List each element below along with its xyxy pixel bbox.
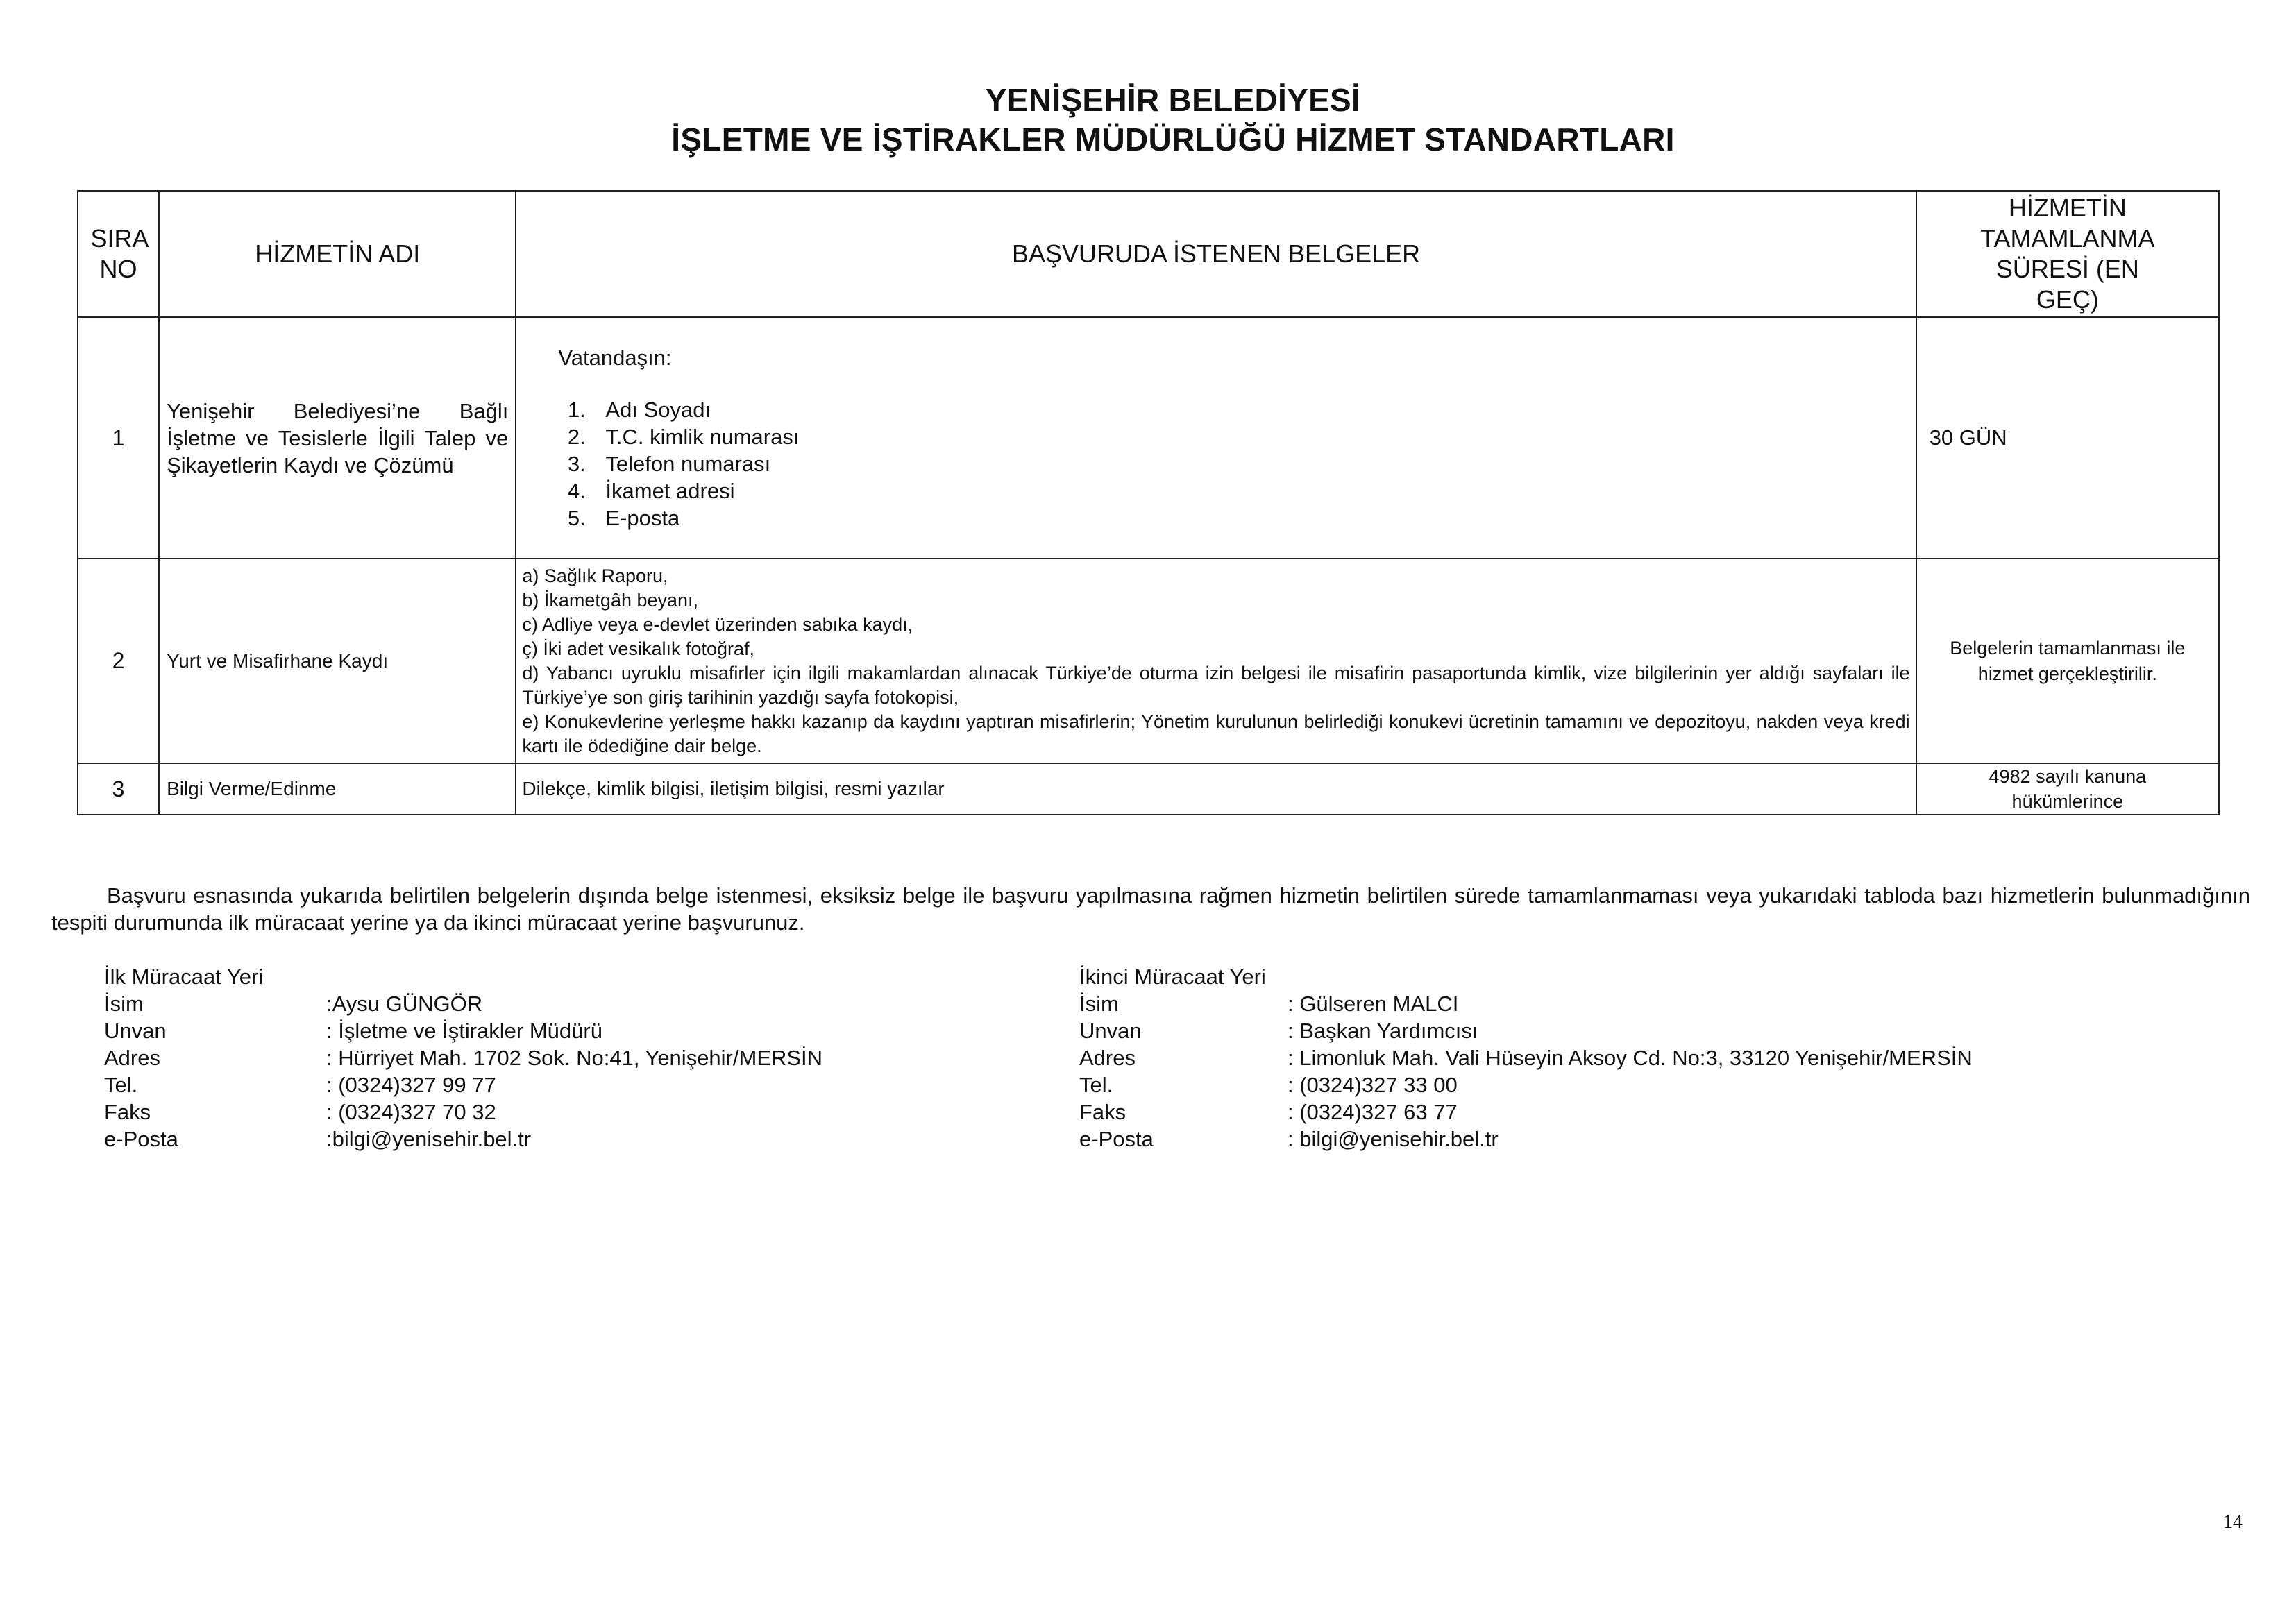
contact-label: Faks	[1079, 1100, 1126, 1124]
contact-label: Faks	[104, 1100, 151, 1124]
contact-email[interactable]: :bilgi@yenisehir.bel.tr	[326, 1127, 532, 1151]
header-belgeler: BAŞVURUDA İSTENEN BELGELER	[516, 191, 1916, 317]
contact-value: : (0324)327 33 00	[1288, 1073, 1458, 1097]
completion-time: 4982 sayılı kanuna hükümlerince	[1916, 763, 2219, 815]
table-row	[78, 317, 2219, 559]
contact-value: : Başkan Yardımcısı	[1288, 1019, 1478, 1043]
contact-label: Tel.	[104, 1073, 138, 1097]
contact-value: : Limonluk Mah. Vali Hüseyin Aksoy Cd. No:3, 33120 Yenişehir/MERSİN	[1288, 1046, 1973, 1070]
row-number: 2	[78, 559, 159, 763]
header-hizmet-adi: HİZMETİN ADI	[159, 191, 516, 317]
completion-time: 30 GÜN	[1916, 317, 2219, 559]
service-name: Bilgi Verme/Edinme	[159, 763, 516, 815]
header-sure: HİZMETİN TAMAMLANMA SÜRESİ (EN GEÇ)	[1916, 191, 2219, 317]
contact-row	[1079, 1098, 1973, 1125]
required-documents: Dilekçe, kimlik bilgisi, iletişim bilgisi, resmi yazılar	[516, 763, 1916, 815]
list-item: ç) İki adet vesikalık fotoğraf,	[522, 638, 755, 659]
contact-label: Tel.	[1079, 1073, 1113, 1097]
contact-label: Unvan	[104, 1019, 167, 1043]
list-item: e) Konukevlerine yerleşme hakkı kazanıp da kaydını yaptıran misafirlerin; Yönetim kurulunun belirlediği konukevi ücretinin tamamını ve depozitoyu, nakden veya kredi kartı ile ödediğine dair belge.	[522, 711, 1910, 756]
contact-row	[1079, 1125, 1973, 1153]
row-number: 3	[78, 763, 159, 815]
row-number: 1	[78, 317, 159, 559]
contact-value: :Aysu GÜNGÖR	[326, 992, 483, 1016]
second-application-place	[1079, 963, 1973, 1153]
contact-value: : İşletme ve İştirakler Müdürü	[326, 1019, 602, 1043]
list-item: 1. Adı Soyadı	[591, 396, 1915, 423]
contact-label: e-Posta	[1079, 1127, 1154, 1151]
contact-value: : Gülseren MALCI	[1288, 992, 1459, 1016]
contact-row	[1079, 1044, 1973, 1071]
document-title: YENİŞEHİR BELEDİYESİ	[985, 82, 1361, 118]
documents-lead: Vatandaşın:	[558, 346, 672, 370]
list-item: d) Yabancı uyruklu misafirler için ilgili makamlardan alınacak Türkiye’de oturma izin belgesi ile misafirin pasaportunda kimlik, vize bilgilerinin yer aldığı sayfaları ile Türkiye’ye son giriş tarihinin yazdığı sayfa fotokopisi,	[522, 662, 1910, 708]
table-header-row	[78, 191, 2219, 317]
list-item: a) Sağlık Raporu,	[522, 565, 668, 586]
contact-row	[104, 1044, 822, 1071]
contact-label: Unvan	[1079, 1019, 1142, 1043]
completion-time: Belgelerin tamamlanması ile hizmet gerçekleştirilir.	[1916, 559, 2219, 763]
list-item: 5. E-posta	[591, 504, 1915, 532]
list-item: 3. Telefon numarası	[591, 450, 1915, 477]
list-item: b) İkametgâh beyanı,	[522, 589, 699, 611]
service-standards-table	[77, 190, 2220, 815]
contact-row	[104, 1125, 822, 1153]
contact-label: İsim	[104, 992, 144, 1016]
contact-row	[104, 1071, 822, 1098]
second-application-heading: İkinci Müracaat Yeri	[1079, 965, 1266, 989]
contact-label: Adres	[104, 1046, 160, 1070]
page-number: 14	[2223, 1511, 2243, 1533]
service-name: Yurt ve Misafirhane Kaydı	[159, 559, 516, 763]
contact-value: : (0324)327 63 77	[1288, 1100, 1458, 1124]
contact-label: İsim	[1079, 992, 1119, 1016]
contact-row	[1079, 990, 1973, 1017]
table-row	[78, 559, 2219, 763]
required-documents	[516, 317, 1916, 559]
contact-value: : Hürriyet Mah. 1702 Sok. No:41, Yenişehir/MERSİN	[326, 1046, 823, 1070]
list-item: c) Adliye veya e-devlet üzerinden sabıka kaydı,	[522, 613, 913, 635]
first-application-place	[104, 963, 822, 1153]
first-application-heading: İlk Müracaat Yeri	[104, 965, 264, 989]
contact-row	[104, 1017, 822, 1044]
contact-email[interactable]: : bilgi@yenisehir.bel.tr	[1288, 1127, 1499, 1151]
table-row	[78, 763, 2219, 815]
contact-row	[1079, 1071, 1973, 1098]
contact-row	[104, 990, 822, 1017]
contact-row	[104, 1098, 822, 1125]
application-note: Başvuru esnasında yukarıda belirtilen belgelerin dışında belge istenmesi, eksiksiz belge ile başvuru yapılmasına rağmen hizmetin belirtilen sürede tamamlanmaması veya yukarıdaki tabloda bazı hizmetlerin bulunmadığının tespiti durumunda ilk müracaat yerine ya da ikinci müracaat yerine başvurunuz.	[51, 883, 2250, 935]
document-subtitle: İŞLETME VE İŞTİRAKLER MÜDÜRLÜĞÜ HİZMET STANDARTLARI	[671, 121, 1675, 158]
list-item: 4. İkamet adresi	[591, 477, 1915, 504]
contact-value: : (0324)327 70 32	[326, 1100, 496, 1124]
list-item: 2. T.C. kimlik numarası	[591, 423, 1915, 450]
contact-label: Adres	[1079, 1046, 1136, 1070]
contact-value: : (0324)327 99 77	[326, 1073, 496, 1097]
required-documents	[516, 559, 1916, 763]
contact-label: e-Posta	[104, 1127, 178, 1151]
header-sira-no: SIRA NO	[78, 191, 159, 317]
service-name: Yenişehir Belediyesi’ne Bağlı İşletme ve Tesislerle İlgili Talep ve Şikayetlerin Kaydı ve Çözümü	[159, 317, 516, 559]
contact-row	[1079, 1017, 1973, 1044]
